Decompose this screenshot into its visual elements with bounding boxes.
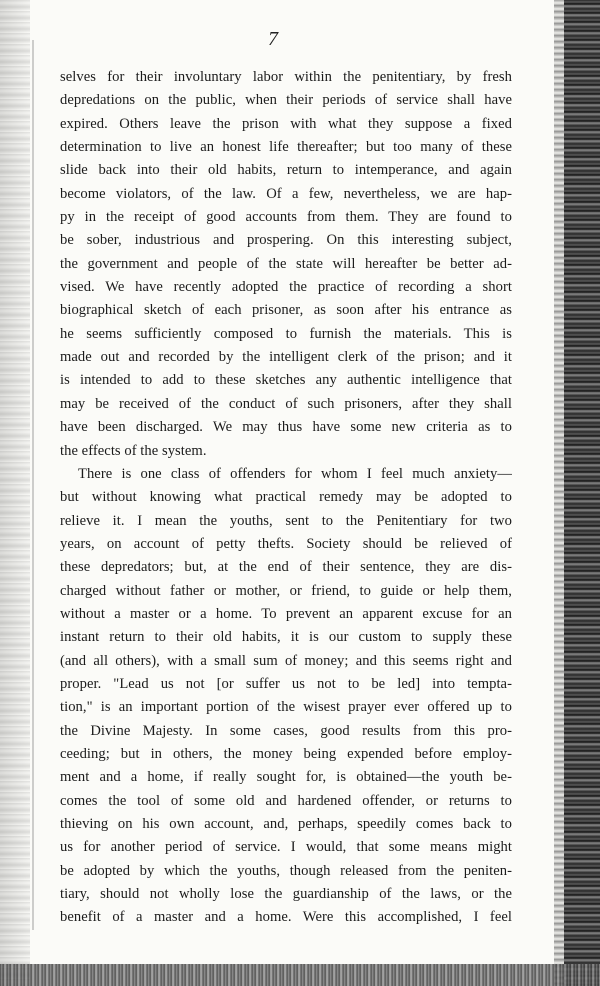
text-line: have been discharged. We may thus have some new criteria as to: [60, 419, 512, 436]
text-line: (and all others), with a small sum of money; and this seems right and: [60, 652, 512, 669]
text-line: ment and a home, if really sought for, is obtained—the youth be-: [60, 769, 512, 786]
text-line: proper. "Lead us not [or suffer us not to be led] into tempta-: [60, 675, 512, 692]
body-text: [60, 66, 512, 930]
text-line: he seems sufficiently composed to furnish the materials. This is: [60, 325, 512, 342]
page-number: 7: [268, 28, 278, 50]
text-line: the government and people of the state will hereafter be better ad-: [60, 255, 512, 272]
paragraph-1: [60, 66, 512, 463]
text-line: ceeding; but in others, the money being expended before employ-: [60, 745, 512, 762]
text-line: expired. Others leave the prison with what they suppose a fixed: [60, 115, 512, 132]
scan-left-edge: [0, 0, 30, 986]
text-line: may be received of the conduct of such prisoners, after they shall: [60, 395, 512, 412]
text-line: is intended to add to these sketches any authentic intelligence that: [60, 372, 512, 389]
text-line: but without knowing what practical remedy may be adopted to: [60, 489, 512, 506]
text-line: made out and recorded by the intelligent clerk of the prison; and it: [60, 349, 512, 366]
text-line: be sober, industrious and prospering. On this interesting subject,: [60, 232, 512, 249]
text-line: the effects of the system.: [60, 442, 207, 459]
text-line: relieve it. I mean the youths, sent to the Penitentiary for two: [60, 512, 512, 529]
text-line: slide back into their old habits, return to intemperance, and again: [60, 162, 512, 179]
text-line: determination to live an honest life thereafter; but too many of these: [60, 139, 512, 156]
text-line: biographical sketch of each prisoner, as soon after his entrance as: [60, 302, 512, 319]
text-line: be adopted by which the youths, though released from the peniten-: [60, 862, 512, 879]
text-line: instant return to their old habits, it is our custom to supply these: [60, 629, 512, 646]
text-line: tion," is an important portion of the wisest prayer ever offered up to: [60, 699, 512, 716]
text-line: benefit of a master and a home. Were this accomplished, I feel: [60, 909, 512, 926]
text-line: tiary, should not wholly lose the guardianship of the laws, or the: [60, 886, 512, 903]
scan-left-rule: [32, 40, 34, 930]
scan-bottom-edge: [0, 964, 600, 986]
scan-binding-shadow: [554, 0, 564, 986]
text-line: selves for their involuntary labor within the penitentiary, by fresh: [60, 69, 512, 85]
paragraph-2: [60, 463, 512, 930]
text-line: depredations on the public, when their periods of service shall have: [60, 92, 512, 109]
text-line: There is one class of offenders for whom I feel much anxiety—: [78, 465, 512, 482]
text-line: comes the tool of some old and hardened offender, or returns to: [60, 792, 512, 809]
text-line: without a master or a home. To prevent an apparent excuse for an: [60, 605, 512, 622]
text-line: these depredators; but, at the end of their sentence, they are dis-: [60, 559, 512, 576]
text-line: become violators, of the law. Of a few, nevertheless, we are hap-: [60, 185, 512, 202]
scan-right-binding: [564, 0, 600, 986]
text-line: charged without father or mother, or friend, to guide or help them,: [60, 582, 512, 599]
text-line: years, on account of petty thefts. Society should be relieved of: [60, 535, 512, 552]
text-line: py in the receipt of good accounts from them. They are found to: [60, 209, 512, 226]
text-line: vised. We have recently adopted the practice of recording a short: [60, 279, 512, 296]
text-line: the Divine Majesty. In some cases, good results from this pro-: [60, 722, 512, 739]
text-line: us for another period of service. I would, that some means might: [60, 839, 512, 856]
text-line: thieving on his own account, and, perhaps, speedily comes back to: [60, 816, 512, 832]
